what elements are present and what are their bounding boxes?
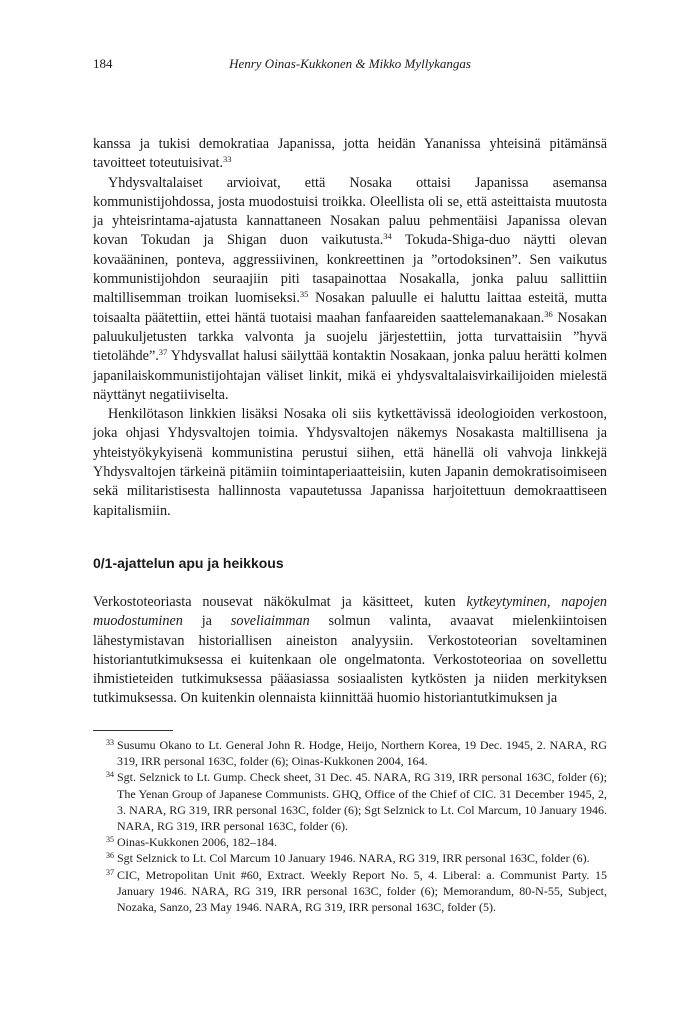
footnote-number: 37: [106, 867, 114, 877]
paragraph-1: kanssa ja tukisi demokratiaa Japanissa, jotta heidän Yananissa yhteisinä pitämänsä tavoitteet toteutuisivat.$^{33}$: [93, 136, 607, 172]
body-text-section-2: [93, 593, 607, 709]
footnote-35: [93, 834, 607, 850]
footnote-ref-34[interactable]: 34: [383, 231, 392, 242]
footnote-37: [93, 867, 607, 916]
paragraph-3: Henkilötason linkkien lisäksi Nosaka oli siis kytkettävissä ideologioiden verkostoon, joka ohjasi Yhdysvaltojen toimia. Yhdysvaltojen näkemys Nosakasta maltillisena ja yhteistyökykyisenä kommunistina perustui siihen, että hänellä oli vahvoja linkkejä Yhdysvaltojen tärkeinä pitämiin toimintaperiaatteisiin, kuten Japanin demokratisoimiseen sekä militaristisesta hallinnosta vapautetussa Japanissa harjoitettuun demokraattiseen kapitalismiin.: [93, 406, 607, 519]
paragraph-4: Verkostoteoriasta nousevat näkökulmat ja käsitteet, kuten kytkeytyminen, napojen muodostuminen ja soveliaimman solmun valinta, avaavat mielenkiintoisen lähestymistavan historiallisen aineiston analyysiin. Verkostoteorian soveltaminen historiantutkimuksessa ei kuitenkaan ole ongelmatonta. Verkostoteoriaa on sovellettu ihmistieteiden tutkimuksessa pääasiassa sosiaalisten kytkösten ja niiden merkityksen tutkimuksessa. On kuitenkin olennaista kiinnittää huomio historiantutkimuksen ja: [93, 594, 607, 707]
footnote-ref-35[interactable]: 35: [299, 289, 309, 300]
footnote-divider: [93, 730, 173, 731]
footnote-text: Sgt. Selznick to Lt. Gump. Check sheet, 31 Dec. 45. NARA, RG 319, IRR personal 163C, folder (6); The Yenan Group of Japanese Communists. GHQ, Office of the Chief of CIC. 31 December 1945, 2, 3. NARA, RG 319, IRR personal 163C, folder (6); Sgt Selznick to Lt. Col Marcum, 10 January 1946. NARA, RG 319, IRR personal 163C, folder (6).: [117, 770, 607, 834]
page-number: 184: [93, 56, 113, 71]
footnote-text: CIC, Metropolitan Unit #60, Extract. Weekly Report No. 5, 4. Liberal: a. Communist Party. 15 January 1946. NARA, RG 319, IRR personal 163C, folder (6); Memorandum, 80-N-55, Subject, Nozaka, Sanzo, 23 May 1946. NARA, RG 319, IRR personal 163C, folder (5).: [117, 867, 607, 915]
footnote-36: [93, 850, 607, 866]
footnote-text: Susumu Okano to Lt. General John R. Hodge, Heijo, Northern Korea, 19 Dec. 1945, 2. NARA, RG 319, IRR personal 163C, folder (6); Oinas-Kukkonen 2004, 164.: [117, 738, 607, 769]
section-heading: 0/1-ajattelun apu ja heikkous: [93, 555, 284, 571]
paragraph-2: Yhdysvaltalaiset arvioivat, että Nosaka ottaisi Japanissa asemansa kommunistijohdossa, josta muodostuisi troikka. Oleellista oli se, että asteittaista muutosta ja yhteisrintama-ajatusta kannattaneen Nosakan paluu pehmentäisi Japanissa olevan kovan Tokudan ja Shigan duon vaikutusta.$^{34}$ Tokuda-Shiga-duo näytti olevan kovaääninen, ponteva, aggressiivinen, konkreettinen ja ”ortodoksinen”. Sen vaikutus kommunistijohdon seuraajiin piti tasapainottaa Nosakalla, jonka paluu sallittiin maltillisemman troikan luomiseksi.$^{35}$ Nosakan paluulle ei haluttu laittaa esteitä, mutta toisaalta päätettiin, ettei häntä tuotaisi maahan fanfaareiden saattelemanakaan.$^{36}$ Nosakan paluukuljetusten tarkka valvonta ja suojelu järjestettiin, jotta turvattaisiin ”hyvä tietolähde”.$^{37}$ Yhdysvallat halusi säilyttää kontaktin Nosakaan, jonka paluu herätti kolmen japanilaiskommunistijohtajan väliset linkit, mikä ei yhdysvaltalaisvirkailijoiden mielestä näyttänyt negatiiviselta.: [93, 174, 607, 403]
footnote-ref-36[interactable]: 36: [544, 308, 553, 319]
footnote-34: [93, 769, 607, 834]
body-text-section-1: [93, 135, 607, 521]
page-header: [93, 56, 607, 74]
footnote-number: 36: [106, 851, 114, 861]
footnotes: [93, 737, 607, 915]
footnote-number: 33: [106, 738, 114, 747]
footnote-33: [93, 737, 607, 769]
footnote-text: Sgt Selznick to Lt. Col Marcum 10 January 1946. NARA, RG 319, IRR personal 163C, folder (6).: [117, 851, 590, 866]
footnote-number: 35: [106, 835, 114, 845]
footnote-number: 34: [106, 770, 114, 780]
footnote-text: Oinas-Kukkonen 2006, 182–184.: [117, 835, 277, 850]
running-head: Henry Oinas-Kukkonen & Mikko Myllykangas: [229, 56, 471, 71]
footnote-ref-37[interactable]: 37: [158, 347, 168, 358]
footnote-ref-33[interactable]: 33: [223, 154, 232, 165]
